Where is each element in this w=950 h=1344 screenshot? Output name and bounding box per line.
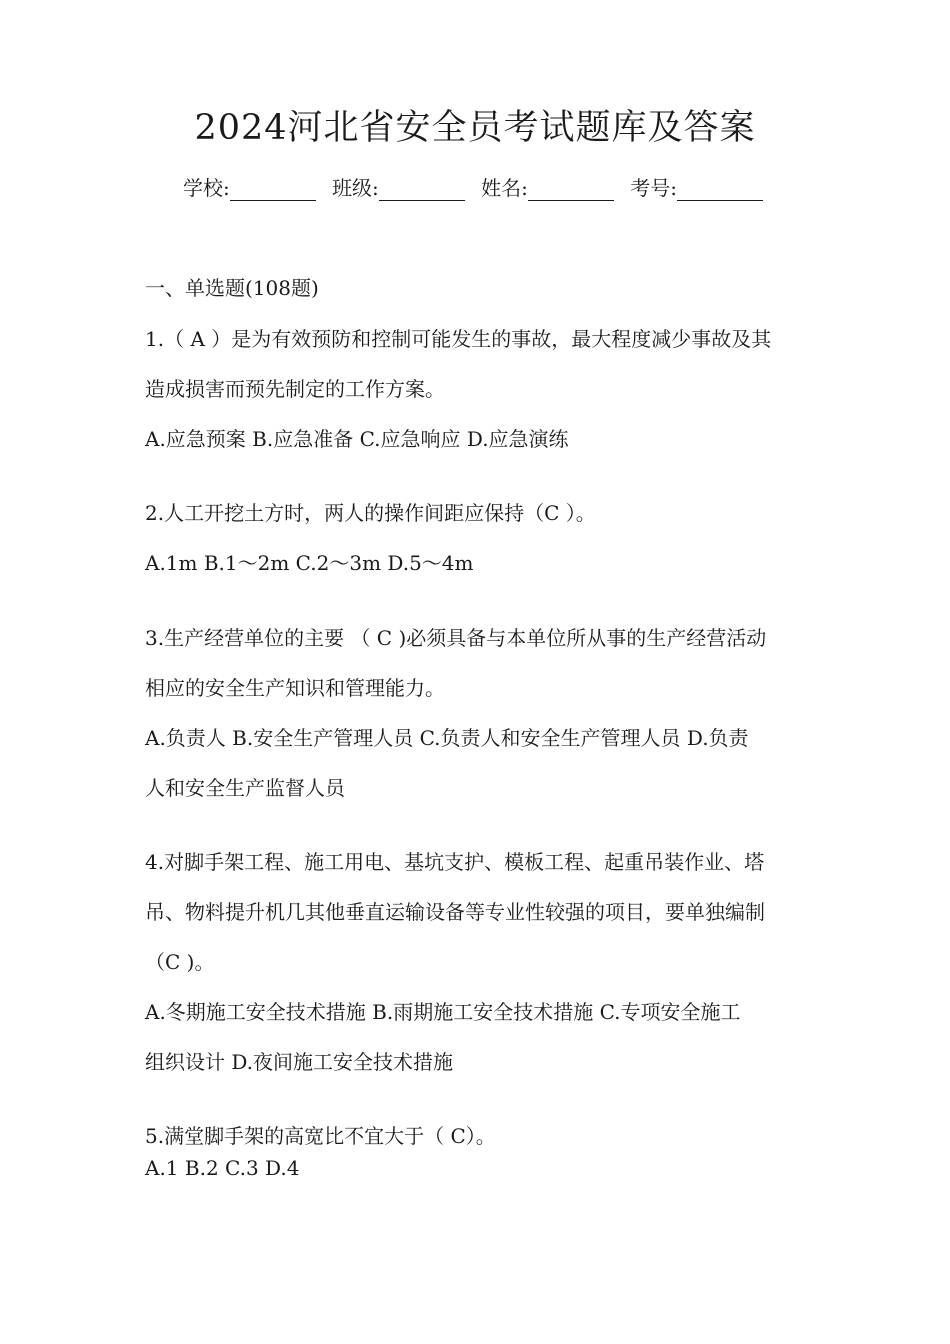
question-4-line-3: （C )。 <box>145 950 215 974</box>
question-4-options-line-1: A.冬期施工安全技术措施 B.雨期施工安全技术措施 C.专项安全施工 <box>145 1000 741 1024</box>
school-blank <box>230 180 316 201</box>
question-4-line-1: 4.对脚手架工程、施工用电、基坑支护、模板工程、起重吊装作业、塔 <box>145 850 765 874</box>
question-5-options: A.1 B.2 C.3 D.4 <box>145 1156 300 1180</box>
info-field-name: 姓名: <box>481 176 618 200</box>
name-blank <box>528 180 614 201</box>
question-4-options-line-2: 组织设计 D.夜间施工安全技术措施 <box>145 1050 454 1074</box>
question-2-options: A.1m B.1～2m C.2～3m D.5～4m <box>145 551 474 575</box>
student-info-line <box>0 172 950 201</box>
question-1-line-2: 造成损害而预先制定的工作方案。 <box>145 377 445 401</box>
question-1-line-1: 1.（ A ）是为有效预防和控制可能发生的事故，最大程度减少事故及其 <box>145 327 772 351</box>
info-field-exam-number: 考号: <box>630 176 767 200</box>
document-title: 2024河北省安全员考试题库及答案 <box>194 108 756 148</box>
info-field-school: 学校: <box>183 176 320 200</box>
exam-number-blank <box>677 180 763 201</box>
info-field-class: 班级: <box>332 176 469 200</box>
question-3-line-1: 3.生产经营单位的主要 （ C )必须具备与本单位所从事的生产经营活动 <box>145 626 767 650</box>
question-2-line-1: 2.人工开挖土方时，两人的操作间距应保持（C ）。 <box>145 501 596 525</box>
class-blank <box>379 180 465 201</box>
question-5-line-1: 5.满堂脚手架的高宽比不宜大于（ C）。 <box>145 1124 496 1148</box>
question-1-options: A.应急预案 B.应急准备 C.应急响应 D.应急演练 <box>145 427 569 451</box>
question-3-options-line-1: A.负责人 B.安全生产管理人员 C.负责人和安全生产管理人员 D.负责 <box>145 726 749 750</box>
section-heading: 一、单选题(108题) <box>145 276 319 300</box>
question-3-options-line-2: 人和安全生产监督人员 <box>145 776 345 800</box>
question-3-line-2: 相应的安全生产知识和管理能力。 <box>145 676 445 700</box>
question-4-line-2: 吊、物料提升机几其他垂直运输设备等专业性较强的项目，要单独编制 <box>145 900 765 924</box>
